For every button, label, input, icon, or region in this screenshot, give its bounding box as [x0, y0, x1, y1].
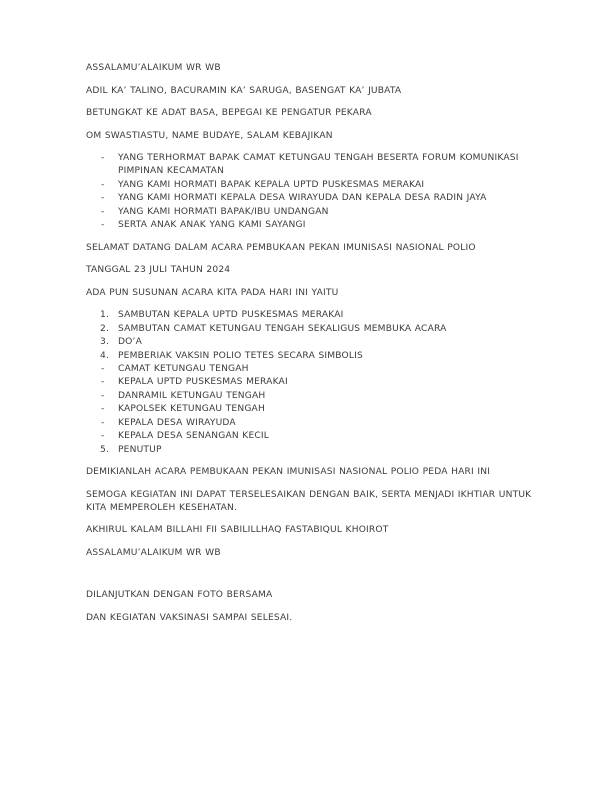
list-item: [86, 390, 538, 403]
dash-marker: -: [101, 193, 105, 204]
list-item: [86, 350, 538, 363]
list-marker: 3.: [100, 337, 110, 348]
dash-marker: -: [101, 179, 105, 190]
list-item: [86, 192, 538, 205]
paragraph-salutation: ASSALAMU’ALAIKUM WR WB: [86, 63, 221, 73]
dash-marker: -: [101, 417, 105, 428]
list-item: [86, 444, 538, 457]
list-item: [86, 152, 538, 179]
list-item-text: PEMBERIAK VAKSIN POLIO TETES SECARA SIMBOLIS: [118, 350, 363, 361]
list-item: [86, 336, 538, 349]
dash-marker: -: [101, 404, 105, 415]
list-item-text: KEPALA UPTD PUSKESMAS MERAKAI: [118, 377, 288, 388]
list-item-text: CAMAT KETUNGAU TENGAH: [118, 364, 249, 375]
paragraph-agenda-intro: ADA PUN SUSUNAN ACARA KITA PADA HARI INI YAITU: [86, 287, 339, 298]
list-item: [86, 376, 538, 389]
paragraph-adat-1: ADIL KA’ TALINO, BACURAMIN KA’ SARUGA, BASENGAT KA’ JUBATA: [86, 85, 402, 96]
list-item: [86, 417, 538, 430]
dash-marker: -: [101, 206, 105, 217]
dash-marker: -: [101, 377, 105, 388]
paragraph-vaccination-end: DAN KEGIATAN VAKSINASI SAMPAI SELESAI.: [86, 612, 293, 623]
list-item: [86, 219, 538, 232]
list-item-text: YANG TERHORMAT BAPAK CAMAT KETUNGAU TENGAH BESERTA FORUM KOMUNIKASI PIMPINAN KECAMATAN: [118, 153, 519, 177]
list-item-text: KAPOLSEK KETUNGAU TENGAH: [118, 404, 265, 415]
dash-marker: -: [101, 220, 105, 231]
dash-marker: -: [101, 431, 105, 442]
list-item-text: DO’A: [118, 337, 142, 348]
list-item: [86, 430, 538, 443]
paragraph-adat-3: OM SWASTIASTU, NAME BUDAYE, SALAM KEBAJIKAN: [86, 130, 333, 141]
list-marker: 5.: [100, 444, 110, 455]
paragraph-closing-3: AKHIRUL KALAM BILLAHI FII SABILILLHAQ FASTABIQUL KHOIROT: [86, 525, 389, 536]
list-item: [86, 363, 538, 376]
agenda-list: [86, 309, 538, 456]
list-item: [86, 206, 538, 219]
greeting-list: [86, 152, 538, 232]
dash-marker: -: [101, 390, 105, 401]
list-item-text: DANRAMIL KETUNGAU TENGAH: [118, 390, 266, 401]
list-item-text: KEPALA DESA SENANGAN KECIL: [118, 431, 270, 442]
list-item-text: SAMBUTAN CAMAT KETUNGAU TENGAH SEKALIGUS MEMBUKA ACARA: [118, 323, 447, 334]
list-item: [86, 323, 538, 336]
paragraph-adat-2: BETUNGKAT KE ADAT BASA, BEPEGAI KE PENGATUR PEKARA: [86, 108, 372, 118]
document-body: [86, 62, 538, 625]
dash-marker: -: [101, 153, 105, 163]
paragraph-closing-salutation: ASSALAMU’ALAIKUM WR WB: [86, 547, 221, 558]
list-marker: 1.: [100, 310, 110, 321]
paragraph-spacer: [86, 569, 538, 589]
list-item-text: KEPALA DESA WIRAYUDA: [118, 417, 236, 428]
paragraph-closing-1: DEMIKIANLAH ACARA PEMBUKAAN PEKAN IMUNISASI NASIONAL POLIO PEDA HARI INI: [86, 467, 491, 478]
paragraph-date: TANGGAL 23 JULI TAHUN 2024: [86, 265, 231, 276]
list-marker: 4.: [100, 350, 110, 361]
list-item: [86, 179, 538, 192]
dash-marker: -: [101, 364, 105, 375]
list-item-text: SERTA ANAK ANAK YANG KAMI SAYANGI: [118, 220, 306, 231]
paragraph-closing-2: SEMOGA KEGIATAN INI DAPAT TERSELESAIKAN DENGAN BAIK, SERTA MENJADI IKHTIAR UNTUK KITA MEMPEROLEH KESEHATAN.: [86, 489, 532, 513]
paragraph-welcome: SELAMAT DATANG DALAM ACARA PEMBUKAAN PEKAN IMUNISASI NASIONAL POLIO: [86, 242, 476, 253]
list-item-text: SAMBUTAN KEPALA UPTD PUSKESMAS MERAKAI: [118, 310, 344, 321]
list-item-text: YANG KAMI HORMATI BAPAK KEPALA UPTD PUSKESMAS MERAKAI: [118, 179, 425, 190]
list-item: [86, 309, 538, 322]
list-item-text: YANG KAMI HORMATI KEPALA DESA WIRAYUDA DAN KEPALA DESA RADIN JAYA: [118, 193, 487, 204]
paragraph-photo-session: DILANJUTKAN DENGAN FOTO BERSAMA: [86, 590, 273, 601]
list-marker: 2.: [100, 323, 110, 334]
list-item-text: YANG KAMI HORMATI BAPAK/IBU UNDANGAN: [118, 206, 329, 217]
list-item: [86, 403, 538, 416]
list-item-text: PENUTUP: [118, 444, 162, 455]
